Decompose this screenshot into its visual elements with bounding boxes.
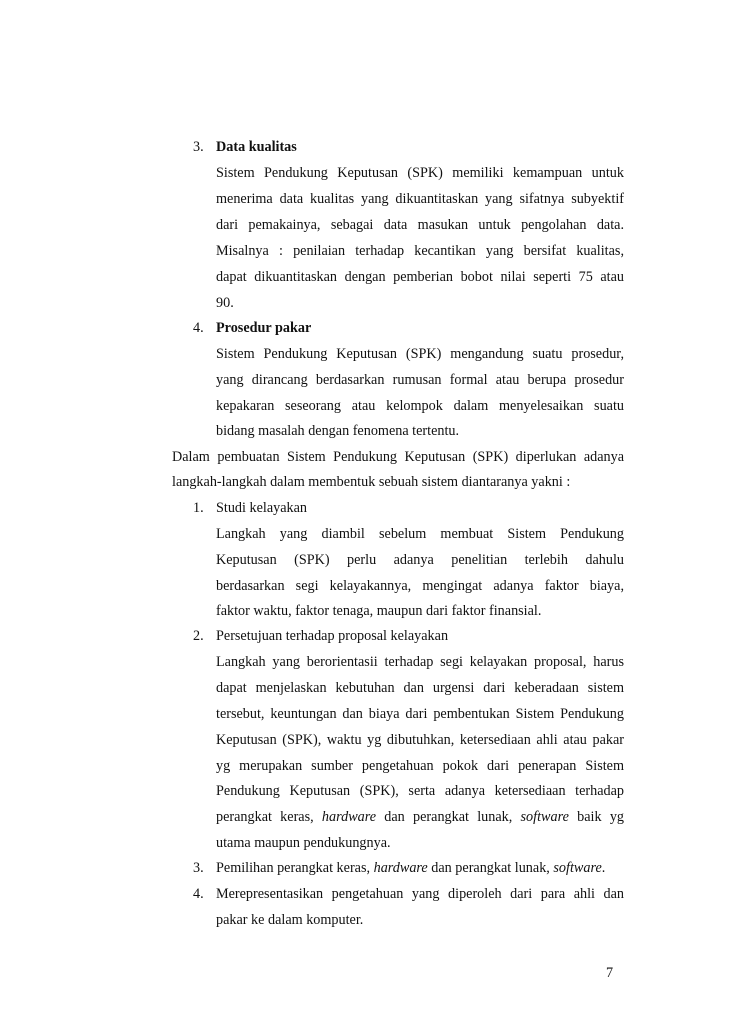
body-line: 90. <box>216 295 234 311</box>
body-line: dapat menjelaskan kebutuhan dan urgensi dari keberadaan sistem <box>216 680 624 696</box>
body-line: utama maupun pendukungnya. <box>216 835 391 851</box>
list-number: 2. <box>193 628 204 644</box>
list-heading: Studi kelayakan <box>216 500 308 516</box>
body-line: pakar ke dalam komputer. <box>216 912 364 928</box>
body-line-italic-terms: perangkat keras, hardware dan perangkat lunak, software baik yg <box>216 809 624 825</box>
list-number: 4. <box>193 320 204 336</box>
list-heading: Pemilihan perangkat keras, hardware dan perangkat lunak, software. <box>216 860 606 876</box>
list-number: 3. <box>193 139 204 155</box>
body-line: Langkah yang diambil sebelum membuat Sistem Pendukung <box>216 526 624 542</box>
body-line: kepakaran seseorang atau kelompok dalam menyelesaikan suatu <box>216 398 624 414</box>
body-line: Langkah yang berorientasii terhadap segi kelayakan proposal, harus <box>216 654 624 670</box>
paragraph-line: langkah-langkah dalam membentuk sebuah sistem diantaranya yakni : <box>172 474 571 490</box>
body-line: Keputusan (SPK), waktu yg dibutuhkan, ketersediaan ahli atau pakar <box>216 732 624 748</box>
body-line: Sistem Pendukung Keputusan (SPK) memiliki kemampuan untuk <box>216 165 624 181</box>
body-line: Pendukung Keputusan (SPK), serta adanya ketersediaan terhadap <box>216 783 624 799</box>
body-line: Misalnya : penilaian terhadap kecantikan yang bersifat kualitas, <box>216 243 624 259</box>
body-line: dapat dikuantitaskan dengan pemberian bobot nilai seperti 75 atau <box>216 269 624 285</box>
body-line: Keputusan (SPK) perlu adanya penelitian terlebih dahulu <box>216 552 624 568</box>
list-number: 3. <box>193 860 204 876</box>
list-heading: Persetujuan terhadap proposal kelayakan <box>216 628 449 644</box>
body-line: berdasarkan segi kelayakannya, mengingat adanya faktor biaya, <box>216 578 624 594</box>
page-number: 7 <box>606 965 614 981</box>
list-heading: Merepresentasikan pengetahuan yang diperoleh dari para ahli dan <box>216 886 624 902</box>
body-line: yang dirancang berdasarkan rumusan formal atau berupa prosedur <box>216 372 624 388</box>
body-line: tersebut, keuntungan dan biaya dari pembentukan Sistem Pendukung <box>216 706 624 722</box>
paragraph-line: Dalam pembuatan Sistem Pendukung Keputusan (SPK) diperlukan adanya <box>172 449 624 465</box>
body-line: yg merupakan sumber pengetahuan pokok dari penerapan Sistem <box>216 758 624 774</box>
body-line: Sistem Pendukung Keputusan (SPK) mengandung suatu prosedur, <box>216 346 624 362</box>
list-number: 4. <box>193 886 204 902</box>
body-line: dari pemakainya, sebagai data masukan untuk pengolahan data. <box>216 217 624 233</box>
body-line: menerima data kualitas yang dikuantitaskan yang sifatnya subyektif <box>216 191 624 207</box>
body-line: faktor waktu, faktor tenaga, maupun dari faktor finansial. <box>216 603 542 619</box>
list-heading: Prosedur pakar <box>216 320 312 336</box>
body-line: bidang masalah dengan fenomena tertentu. <box>216 423 460 439</box>
list-heading: Data kualitas <box>216 139 297 155</box>
list-number: 1. <box>193 500 204 516</box>
